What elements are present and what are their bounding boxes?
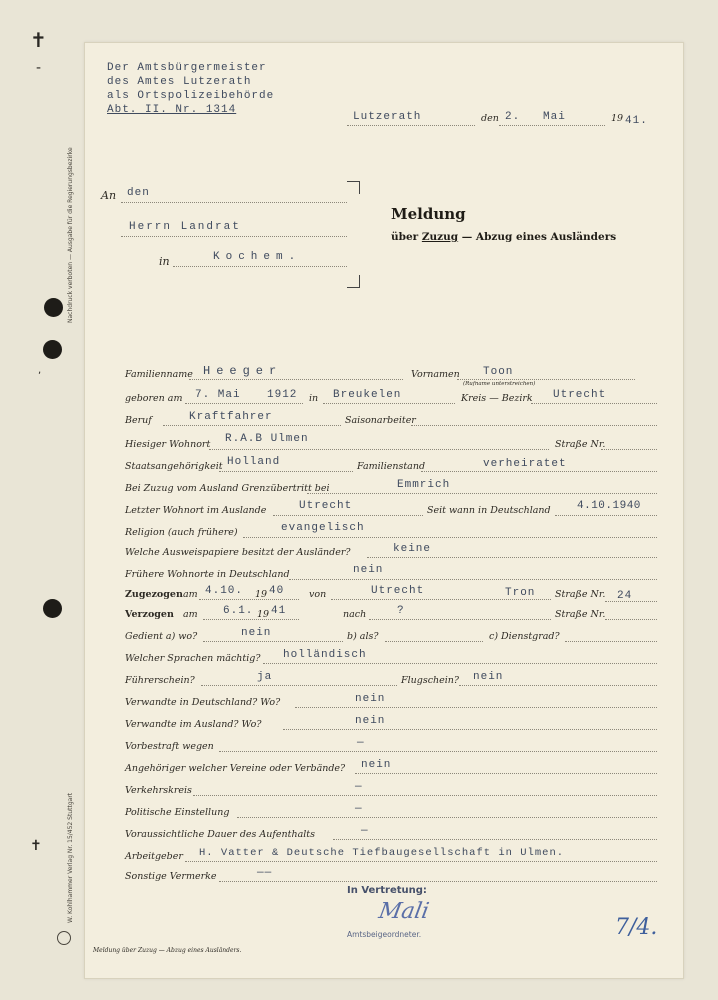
- verzogen-year-printed: 19: [257, 609, 270, 620]
- sonstige-label: Sonstige Vermerke: [125, 871, 217, 882]
- margin-dash-mark: -: [36, 60, 42, 76]
- subtitle-rest: — Abzug eines Ausländers: [461, 231, 617, 243]
- form-subtitle: [391, 231, 616, 243]
- verwandte-de-field: nein: [355, 693, 386, 705]
- frueher-field: nein: [353, 564, 384, 576]
- verwandte-de-label: Verwandte in Deutschland? Wo?: [125, 697, 281, 708]
- ausweis-field: keine: [393, 543, 432, 555]
- seit-field: 4.10.1940: [577, 500, 641, 512]
- beruf-label: Beruf: [125, 415, 152, 426]
- office-line-4: Abt. II. Nr. 1314: [107, 104, 237, 116]
- form-title: Meldung: [391, 205, 466, 223]
- margin-cross-mark: ✝: [30, 28, 47, 52]
- verkehr-field: —: [355, 781, 363, 793]
- office-block: [107, 61, 274, 117]
- arbeitgeber-label: Arbeitgeber: [125, 851, 183, 862]
- zugezogen-year-field: 40: [269, 585, 285, 597]
- date-year-typed: 41.: [625, 115, 648, 127]
- margin-bottom-mark: ✝: [30, 838, 42, 854]
- wohnort-field: R.A.B Ulmen: [225, 433, 309, 445]
- familienstand-label: Familienstand: [357, 461, 426, 472]
- zugezogen-date-field: 4.10.: [205, 585, 244, 597]
- als-label: b) als?: [347, 631, 379, 642]
- staat-label: Staatsangehörigkeit: [125, 461, 223, 472]
- zugezogen-von-label: von: [309, 589, 327, 600]
- address-window-corner-top: [347, 181, 360, 194]
- vorbestraft-field: —: [357, 737, 365, 749]
- sprachen-label: Welcher Sprachen mächtig?: [125, 653, 261, 664]
- footer-emblem-icon: [57, 931, 71, 945]
- dauer-label: Voraussichtliche Dauer des Aufenthalts: [125, 829, 315, 840]
- vorbestraft-label: Vorbestraft wegen: [125, 741, 214, 752]
- letzter-field: Utrecht: [299, 500, 353, 512]
- sonstige-field: ——: [257, 867, 273, 879]
- ausweis-label: Welche Ausweispapiere besitzt der Ausländer?: [125, 547, 351, 558]
- grenze-field: Emmrich: [397, 479, 451, 491]
- verzogen-nach-label: nach: [343, 609, 367, 620]
- familienname-label: Familienname: [125, 369, 193, 380]
- verzogen-label: Verzogen: [125, 609, 174, 620]
- role-stamp: Amtsbeigeordneter.: [347, 930, 422, 939]
- an-den-field: den: [127, 187, 150, 199]
- geboren-in-label: in: [309, 393, 319, 404]
- flugschein-label: Flugschein?: [401, 675, 460, 686]
- wohnort-label: Hiesiger Wohnort: [125, 439, 211, 450]
- frueher-label: Frühere Wohnorte in Deutschland: [125, 569, 290, 580]
- place-field: Lutzerath: [353, 111, 422, 123]
- geboren-year-field: 1912: [267, 389, 298, 401]
- verwandte-aus-label: Verwandte im Ausland? Wo?: [125, 719, 262, 730]
- verzogen-nach-field: ?: [397, 605, 405, 617]
- page-mark: 7/4.: [615, 915, 658, 940]
- sprachen-field: holländisch: [283, 649, 367, 661]
- subtitle-ueber: über: [391, 231, 419, 243]
- gedient-label: Gedient a) wo?: [125, 631, 198, 642]
- zugezogen-am-label: am: [183, 589, 198, 600]
- beruf-field: Kraftfahrer: [189, 411, 273, 423]
- verzogen-date-field: 6.1.: [223, 605, 254, 617]
- den-label: den: [481, 113, 499, 124]
- zugezogen-label: Zugezogen: [125, 589, 183, 600]
- familienstand-field: verheiratet: [483, 458, 567, 470]
- office-line-2: des Amtes Lutzerath: [107, 76, 252, 88]
- wohnort-strasse-label: Straße Nr.: [555, 439, 606, 450]
- punch-hole-top: [44, 298, 63, 317]
- seit-label: Seit wann in Deutschland: [427, 505, 551, 516]
- punch-hole-middle: [43, 340, 62, 359]
- rufname-note: (Rufname unterstreichen): [463, 381, 536, 387]
- punch-hole-bottom: [43, 599, 62, 618]
- gedient-field: nein: [241, 627, 272, 639]
- religion-field: evangelisch: [281, 522, 365, 534]
- fuehrerschein-field: ja: [257, 671, 273, 683]
- city-field: Kochem.: [213, 251, 302, 263]
- vereine-field: nein: [361, 759, 392, 771]
- verzogen-strasse-label: Straße Nr.: [555, 609, 606, 620]
- date-day: 2.: [505, 111, 521, 123]
- geboren-label: geboren am: [125, 393, 183, 404]
- subtitle-zuzug: Zuzug: [421, 231, 459, 243]
- address-window-corner-bottom: [347, 275, 360, 288]
- signature-mark: Mali: [376, 899, 431, 924]
- date-month: Mai: [543, 111, 566, 123]
- zugezogen-nr-field: 24: [617, 590, 633, 602]
- arbeitgeber-field: H. Vatter & Deutsche Tiefbaugesellschaft in Ulmen.: [199, 847, 565, 859]
- recipient-field: Herrn Landrat: [129, 221, 241, 233]
- religion-label: Religion (auch frühere): [125, 527, 238, 538]
- politik-field: —: [355, 803, 363, 815]
- geboren-ort-field: Breukelen: [333, 389, 402, 401]
- an-label: An: [101, 189, 117, 202]
- vornamen-field: Toon: [483, 366, 514, 378]
- in-vertretung-stamp: In Vertretung:: [347, 885, 427, 896]
- office-line-3: als Ortspolizeibehörde: [107, 90, 275, 102]
- footer-form-title: Meldung über Zuzug — Abzug eines Ausländers.: [93, 947, 242, 954]
- saison-label: Saisonarbeiter: [345, 415, 416, 426]
- publisher-side-note: W. Kohlhammer Verlag Nr. 15/452 Stuttgart: [67, 792, 74, 923]
- geboren-day-field: 7. Mai: [195, 389, 241, 401]
- bezirk-field: Utrecht: [553, 389, 607, 401]
- zugezogen-strasse-field: Tron: [505, 587, 536, 599]
- date-year-printed: 19: [611, 113, 624, 124]
- dienstgrad-label: c) Dienstgrad?: [489, 631, 560, 642]
- side-note: Nachdruck verboten — Ausgabe für die Regierungsbezirke: [67, 147, 74, 323]
- zugezogen-von-field: Utrecht: [371, 585, 425, 597]
- vereine-label: Angehöriger welcher Vereine oder Verbände?: [125, 763, 346, 774]
- fuehrerschein-label: Führerschein?: [125, 675, 195, 686]
- office-line-1: Der Amtsbürgermeister: [107, 62, 267, 74]
- vornamen-label: Vornamen: [411, 369, 460, 380]
- staat-field: Holland: [227, 456, 281, 468]
- in-label: in: [159, 255, 170, 268]
- verzogen-year-field: 41: [271, 605, 287, 617]
- verzogen-am-label: am: [183, 609, 198, 620]
- flugschein-field: nein: [473, 671, 504, 683]
- kreis-label: Kreis — Bezirk: [461, 393, 533, 404]
- form-sheet: [67, 42, 684, 979]
- margin-tick-mark: ,: [38, 365, 42, 376]
- zugezogen-strasse-label: Straße Nr.: [555, 589, 606, 600]
- verwandte-aus-field: nein: [355, 715, 386, 727]
- familienname-field: Heeger: [203, 364, 283, 378]
- zugezogen-year-printed: 19: [255, 589, 268, 600]
- verkehr-label: Verkehrskreis: [125, 785, 192, 796]
- dauer-field: —: [361, 825, 369, 837]
- letzter-label: Letzter Wohnort im Auslande: [125, 505, 267, 516]
- politik-label: Politische Einstellung: [125, 807, 230, 818]
- grenze-label: Bei Zuzug vom Ausland Grenzübertritt bei: [125, 483, 330, 494]
